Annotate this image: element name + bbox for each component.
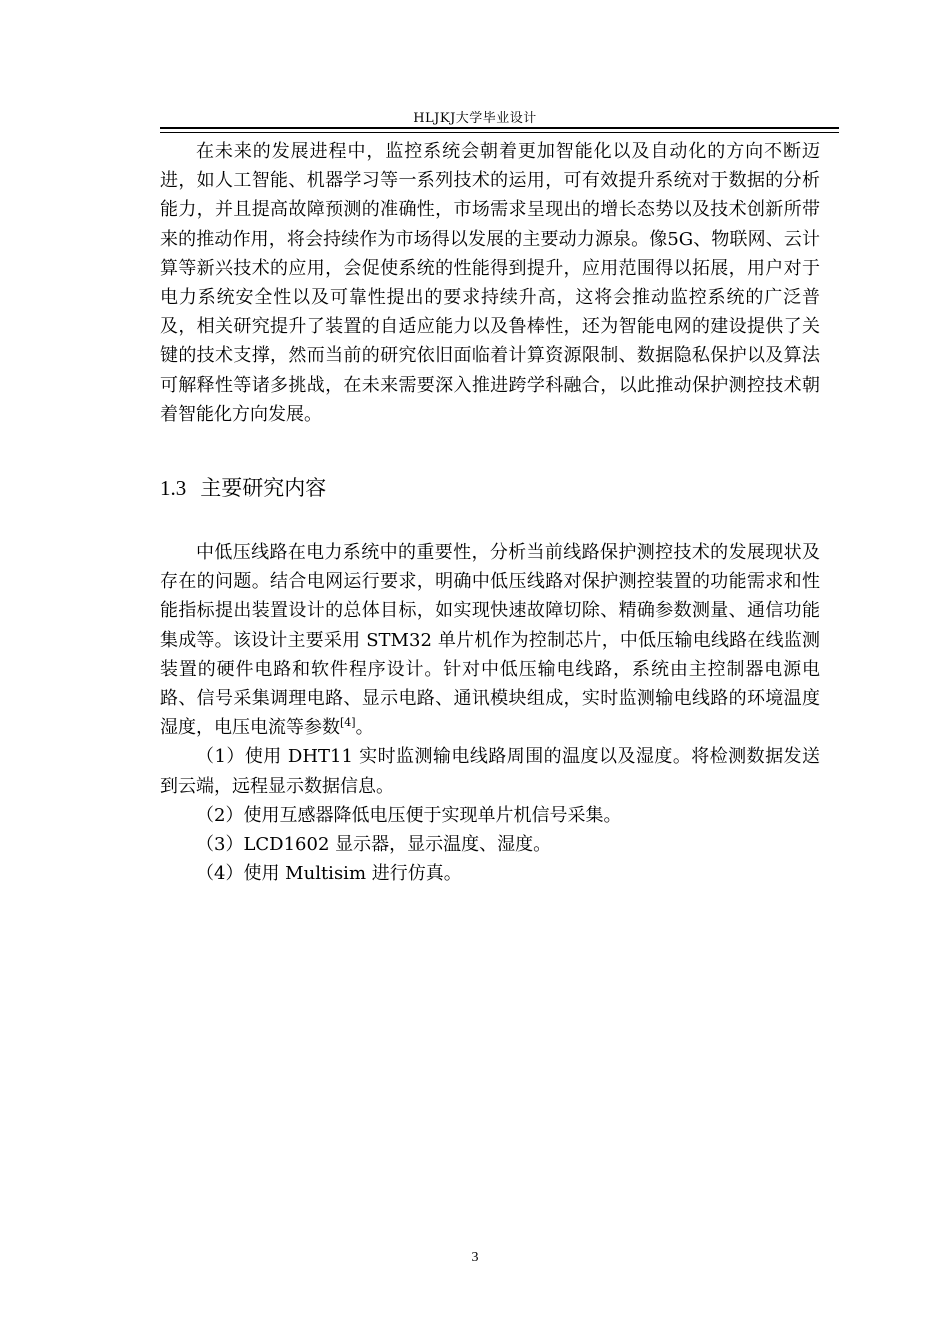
body-paragraph: 在未来的发展进程中，监控系统会朝着更加智能化以及自动化的方向不断迈进，如人工智能、机器学习等一系列技术的运用，可有效提升系统对于数据的分析能力，并且提高故障预测的准确性，市场需求呈现出的增长态势以及技术创新所带来的推动作用，将会持续作为市场得以发展的主要动力源泉。像5G、物联网、云计算等新兴技术的应用，会促使系统的性能得到提升，应用范围得以拓展，用户对于电力系统安全性以及可靠性提出的要求持续升高，这将会推动监控系统的广泛普及，相关研究提升了装置的自适应能力以及鲁棒性，还为智能电网的建设提供了关键的技术支撑，然而当前的研究依旧面临着计算资源限制、数据隐私保护以及算法可解释性等诸多挑战，在未来需要深入推进跨学科融合，以此推动保护测控技术朝着智能化方向发展。 (160, 141, 820, 425)
citation-ref: [4] (340, 716, 356, 730)
list-item: （1）使用 DHT11 实时监测输电线路周围的温度以及湿度。将检测数据发送到云端，远程显示数据信息。 (160, 746, 820, 797)
section-paragraph-text: 中低压线路在电力系统中的重要性，分析当前线路保护测控技术的发展现状及存在的问题。结合电网运行要求，明确中低压线路对保护测控装置的功能需求和性能指标提出装置设计的总体目标，如实现快速故障切除、精确参数测量、通信功能集成等。该设计主要采用 STM32 单片机作为控制芯片，中低压输电线路在线监测装置的硬件电路和软件程序设计。针对中低压输电线路，系统由主控制器电源电路、信号采集调理电路、显示电路、通讯模块组成，实时监测输电线路的环境温度湿度，电压电流等参数 (160, 542, 820, 739)
section-paragraph (160, 538, 820, 742)
section-paragraph-end: 。 (355, 717, 374, 739)
section-number: 1.3 (160, 476, 187, 500)
list-item: （3）LCD1602 显示器，显示温度、湿度。 (196, 834, 552, 856)
list-item: （2）使用互感器降低电压便于实现单片机信号采集。 (196, 804, 622, 826)
body-text (160, 137, 820, 429)
section-heading (160, 472, 326, 502)
header-rule-thin (160, 132, 839, 133)
section-body (160, 538, 820, 888)
section-title: 主要研究内容 (200, 476, 327, 500)
page-number: 3 (471, 1250, 479, 1265)
header-rule-thick (160, 127, 839, 129)
list-item: （4）使用 Multisim 进行仿真。 (196, 863, 462, 885)
page-header: HLJKJ大学毕业设计 (413, 111, 537, 126)
